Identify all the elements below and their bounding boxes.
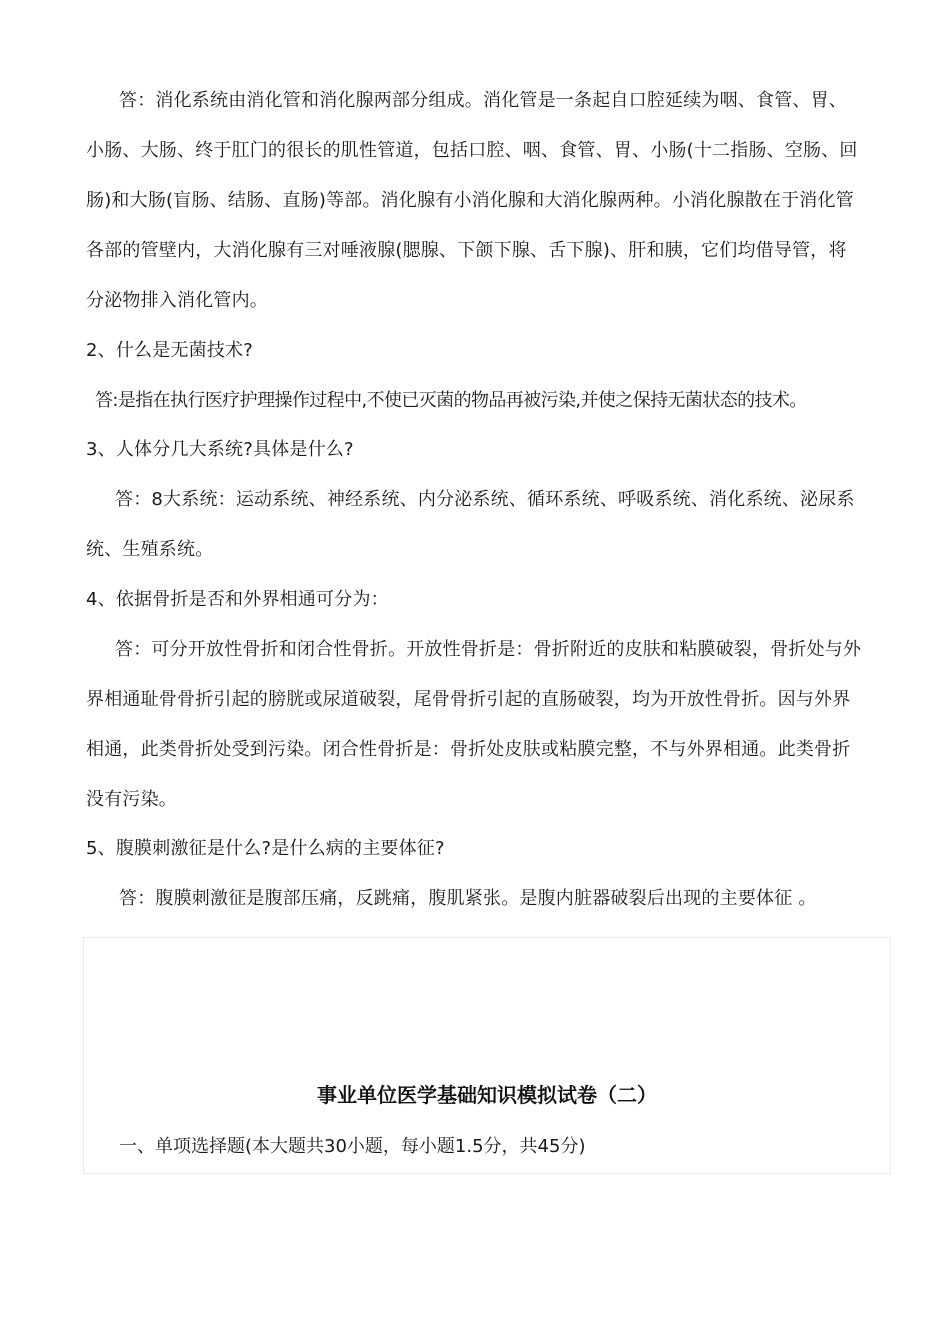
answer-3-line-1: 答：8大系统：运动系统、神经系统、内分泌系统、循环系统、呼吸系统、消化系统、泌尿系 [115, 489, 855, 510]
answer-1-line-4: 各部的管壁内，大消化腺有三对唾液腺(腮腺、下颌下腺、舌下腺)、肝和胰，它们均借导管，将 [86, 240, 847, 261]
answer-4-line-3: 相通，此类骨折处受到污染。闭合性骨折是：骨折处皮肤或粘膜完整，不与外界相通。此类骨折 [86, 739, 851, 760]
answer-4-line-4: 没有污染。 [86, 789, 177, 810]
page-2-preview [83, 937, 891, 1174]
question-5: 5、腹膜刺激征是什么?是什么病的主要体征? [86, 838, 445, 859]
answer-4-line-2: 界相通耻骨骨折引起的膀胱或尿道破裂，尾骨骨折引起的直肠破裂，均为开放性骨折。因与外界 [86, 689, 851, 710]
section-heading: 一、单项选择题(本大题共30小题，每小题1.5分，共45分) [119, 1136, 586, 1157]
answer-1-line-5: 分泌物排入消化管内。 [86, 290, 268, 311]
answer-1-line-1: 答：消化系统由消化管和消化腺两部分组成。消化管是一条起自口腔延续为咽、食管、胃、 [119, 90, 847, 111]
answer-1-line-3: 肠)和大肠(盲肠、结肠、直肠)等部。消化腺有小消化腺和大消化腺两种。小消化腺散在于消化管 [86, 190, 854, 211]
question-2: 2、什么是无菌技术? [86, 340, 254, 361]
exam-title: 事业单位医学基础知识模拟试卷（二） [317, 1083, 657, 1107]
question-4: 4、依据骨折是否和外界相通可分为： [86, 589, 389, 610]
answer-5: 答：腹膜刺激征是腹部压痛，反跳痛，腹肌紧张。是腹内脏器破裂后出现的主要体征 。 [119, 888, 817, 909]
answer-2: 答:是指在执行医疗护理操作过程中,不使已灭菌的物品再被污染,并使之保持无菌状态的技术。 [95, 390, 807, 411]
answer-1-line-2: 小肠、大肠、终于肛门的很长的肌性管道，包括口腔、咽、食管、胃、小肠(十二指肠、空肠、回 [86, 140, 858, 161]
question-3: 3、人体分几大系统?具体是什么? [86, 439, 354, 460]
answer-4-line-1: 答：可分开放性骨折和闭合性骨折。开放性骨折是：骨折附近的皮肤和粘膜破裂，骨折处与外 [115, 639, 862, 660]
answer-3-line-2: 统、生殖系统。 [86, 539, 214, 560]
